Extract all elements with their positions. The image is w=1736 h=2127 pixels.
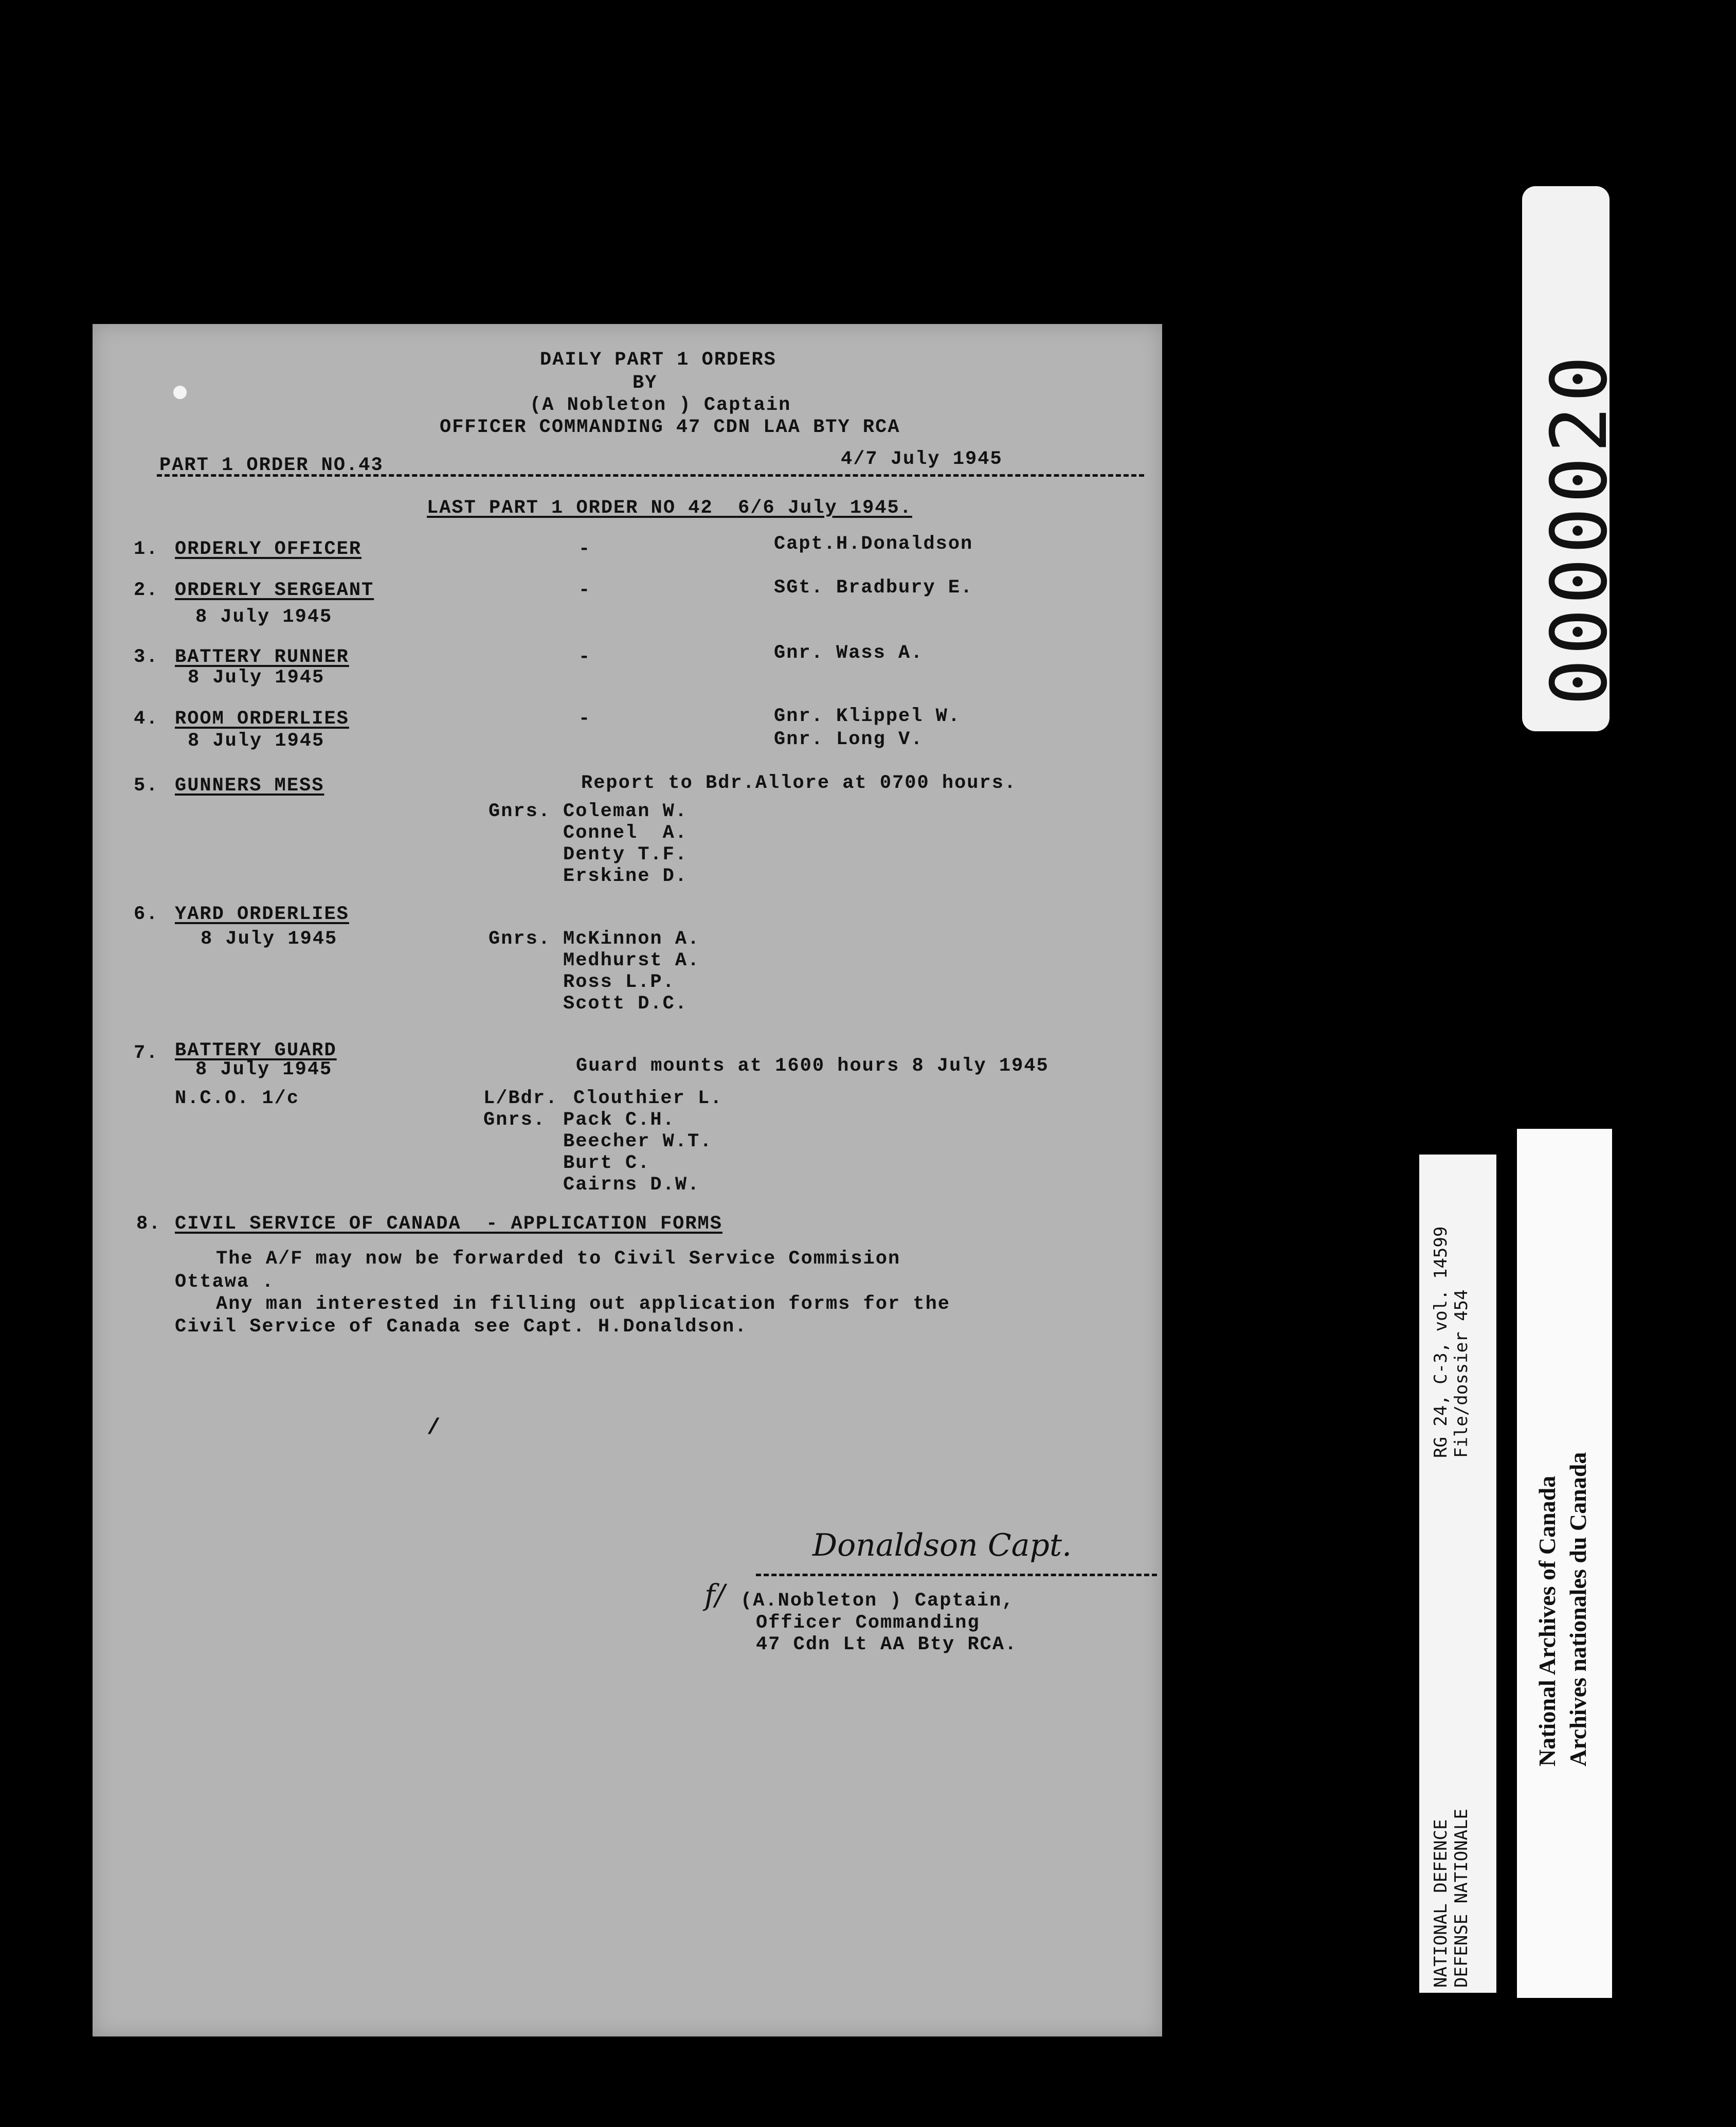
item-label: GUNNERS MESS: [175, 775, 324, 797]
item-body-line: Civil Service of Canada see Capt. H.Donaldson.: [175, 1316, 748, 1338]
item-number: 8.: [136, 1213, 161, 1235]
item-value: Gnr. Klippel W.: [774, 706, 961, 727]
item-name: Ross L.P.: [563, 971, 675, 993]
order-number: PART 1 ORDER NO.43: [159, 455, 384, 476]
item-number: 1.: [134, 538, 159, 560]
item-date: 8 July 1945: [195, 606, 333, 628]
item-label: ORDERLY SERGEANT: [175, 580, 374, 601]
item-number: 6.: [134, 904, 159, 925]
item-label: BATTERY RUNNER: [175, 646, 349, 668]
item-label: YARD ORDERLIES: [175, 904, 349, 925]
item-name: Coleman W.: [563, 801, 688, 822]
item-value: Capt.H.Donaldson: [774, 533, 973, 555]
item-dash: -: [578, 538, 591, 560]
reference-file: File/dossier 454: [1451, 1289, 1472, 1458]
item-instruction: Report to Bdr.Allore at 0700 hours.: [581, 772, 1017, 794]
item-rank: Gnrs.: [483, 1109, 546, 1131]
item-rank: Gnrs.: [489, 801, 551, 822]
item-body-line: Ottawa .: [175, 1271, 275, 1293]
order-date: 4/7 July 1945: [841, 448, 1003, 470]
reference-org-fr: DEFENSE NATIONALE: [1451, 1809, 1472, 1988]
stray-mark: /: [427, 1415, 442, 1441]
archives-label-strip: [1517, 1129, 1612, 1998]
item-name: McKinnon A.: [563, 928, 700, 950]
item-name: Connel A.: [563, 822, 688, 844]
item-value: SGt. Bradbury E.: [774, 577, 973, 599]
item-name: Burt C.: [563, 1152, 650, 1174]
item-number: 3.: [134, 646, 159, 668]
item-number: 4.: [134, 708, 159, 730]
reference-record-group: RG 24, C-3, vol. 14599: [1431, 1226, 1451, 1458]
item-date: 8 July 1945: [201, 928, 338, 950]
item-name: Clouthier L.: [573, 1088, 723, 1109]
handwritten-signature: Donaldson Capt.: [812, 1527, 1072, 1563]
item-name: Cairns D.W.: [563, 1174, 700, 1196]
archives-name-en: National Archives of Canada: [1534, 1475, 1560, 1767]
item-dash: -: [578, 580, 591, 601]
item-label: ROOM ORDERLIES: [175, 708, 349, 730]
signature-prefix: f/: [704, 1579, 725, 1612]
item-nco: N.C.O. 1/c: [175, 1088, 300, 1109]
item-label: ORDERLY OFFICER: [175, 538, 362, 560]
item-dash: -: [578, 646, 591, 668]
item-date: 8 July 1945: [188, 730, 325, 752]
header-officer-name: (A Nobleton ) Captain: [530, 394, 791, 416]
item-number: 7.: [134, 1042, 159, 1064]
frame-number: 0000020: [1535, 351, 1624, 706]
item-body-line: The A/F may now be forwarded to Civil Service Commision: [216, 1248, 901, 1270]
signature-unit: 47 Cdn Lt AA Bty RCA.: [756, 1634, 1018, 1655]
header-by: BY: [632, 372, 658, 394]
header-title: DAILY PART 1 ORDERS: [540, 349, 776, 371]
item-value: Gnr. Long V.: [774, 729, 924, 750]
item-instruction: Guard mounts at 1600 hours 8 July 1945: [576, 1055, 1049, 1077]
item-value: Gnr. Wass A.: [774, 642, 924, 664]
item-name: Beecher W.T.: [563, 1131, 713, 1152]
header-divider: [157, 474, 1144, 477]
item-date: 8 July 1945: [195, 1059, 333, 1080]
item-name: Denty T.F.: [563, 844, 688, 866]
archives-name-fr: Archives nationales du Canada: [1565, 1452, 1591, 1767]
last-order: LAST PART 1 ORDER NO 42 6/6 July 1945.: [427, 497, 912, 519]
signature-name: (A.Nobleton ) Captain,: [740, 1590, 1015, 1612]
document-page: [93, 324, 1162, 2036]
signature-title: Officer Commanding: [756, 1612, 980, 1634]
item-date: 8 July 1945: [188, 667, 325, 689]
header-officer-title: OFFICER COMMANDING 47 CDN LAA BTY RCA: [440, 417, 900, 438]
reference-org-en: NATIONAL DEFENCE: [1431, 1819, 1451, 1988]
punch-hole: [173, 386, 187, 399]
reference-label-strip: [1419, 1155, 1496, 1993]
frame-number-strip: [1522, 186, 1624, 731]
item-name: Pack C.H.: [563, 1109, 675, 1131]
item-name: Medhurst A.: [563, 950, 700, 971]
item-number: 5.: [134, 775, 159, 797]
item-rank: Gnrs.: [489, 928, 551, 950]
item-name: Scott D.C.: [563, 993, 688, 1015]
item-body-line: Any man interested in filling out application forms for the: [216, 1293, 951, 1315]
item-number: 2.: [134, 580, 159, 601]
item-label: BATTERY GUARD: [175, 1040, 337, 1061]
item-dash: -: [578, 708, 591, 730]
signature-line: [756, 1574, 1157, 1576]
item-rank: L/Bdr.: [483, 1088, 558, 1109]
item-name: Erskine D.: [563, 866, 688, 887]
item-label: CIVIL SERVICE OF CANADA - APPLICATION FORMS: [175, 1213, 722, 1235]
